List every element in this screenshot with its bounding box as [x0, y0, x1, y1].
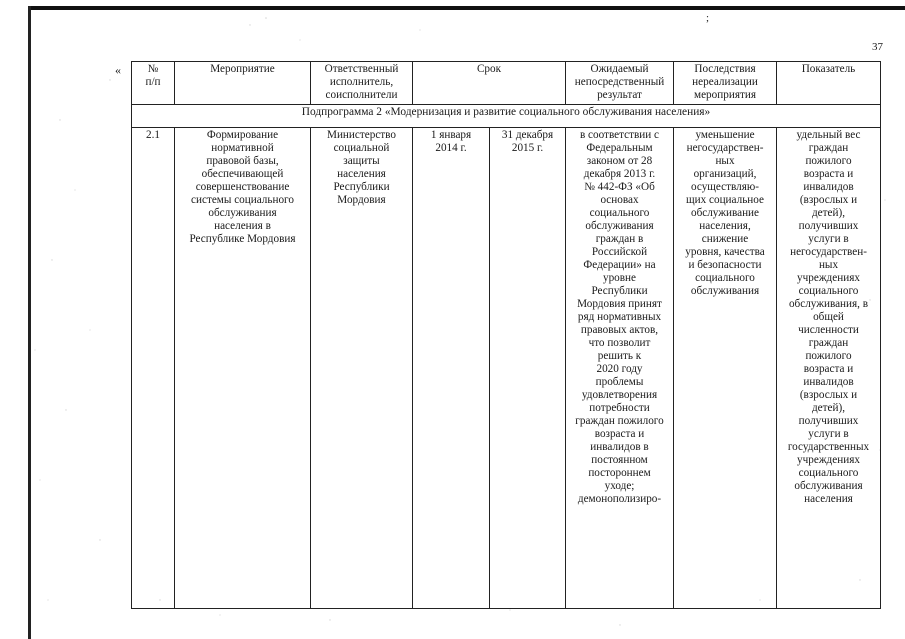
cell-start-date: 1 января 2014 г.: [413, 128, 490, 609]
page-number: 37: [872, 41, 883, 53]
cell-consequences: уменьшение негосударствен- ных организаций, осуществляю- щих социальное обслуживание населения, снижение уровня, качества и безопасности социального обслуживания: [674, 128, 777, 609]
header-num: № п/п: [132, 62, 175, 105]
cell-indicator: удельный вес граждан пожилого возраста и инвалидов (взрослых и детей), получивших услуги в негосударствен- ных учреждениях социального обслуживания, в общей численности граждан пожилого возраста и инвалидов (взрослых и детей), получивших услуги в государственных учреждениях социального обслуживания населения: [777, 128, 881, 609]
subprogram-row: [132, 105, 881, 128]
header-activity: Мероприятие: [175, 62, 311, 105]
table-header-row: [132, 62, 881, 105]
header-term: Срок: [413, 62, 566, 105]
quote-marker: «: [115, 63, 121, 77]
scan-mark: ;: [706, 12, 710, 24]
scan-top-border: [28, 6, 905, 10]
scan-left-border: [28, 6, 31, 639]
header-indicator: Показатель: [777, 62, 881, 105]
header-executor: Ответственный исполнитель, соисполнители: [311, 62, 413, 105]
cell-executor: Министерство социальной защиты населения Республики Мордовия: [311, 128, 413, 609]
cell-end-date: 31 декабря 2015 г.: [490, 128, 566, 609]
subprogram-title: Подпрограмма 2 «Модернизация и развитие социального обслуживания населения»: [132, 105, 881, 128]
cell-num: 2.1: [132, 128, 175, 609]
header-result: Ожидаемый непосредственный результат: [566, 62, 674, 105]
cell-activity: Формирование нормативной правовой базы, обеспечивающей совершенствование системы социального обслуживания населения в Республике Мордовия: [175, 128, 311, 609]
table-row: [132, 128, 881, 609]
program-table: [131, 61, 881, 609]
cell-result: в соответствии с Федеральным законом от 28 декабря 2013 г. № 442-ФЗ «Об основах социального обслуживания граждан в Российской Федерации» на уровне Республики Мордовия принят ряд нормативных правовых актов, что позволит решить к 2020 году проблемы удовлетворения потребности граждан пожилого возраста и инвалидов в постоянном постороннем уходе; демонополизиро-: [566, 128, 674, 609]
header-consequences: Последствия нереализации мероприятия: [674, 62, 777, 105]
